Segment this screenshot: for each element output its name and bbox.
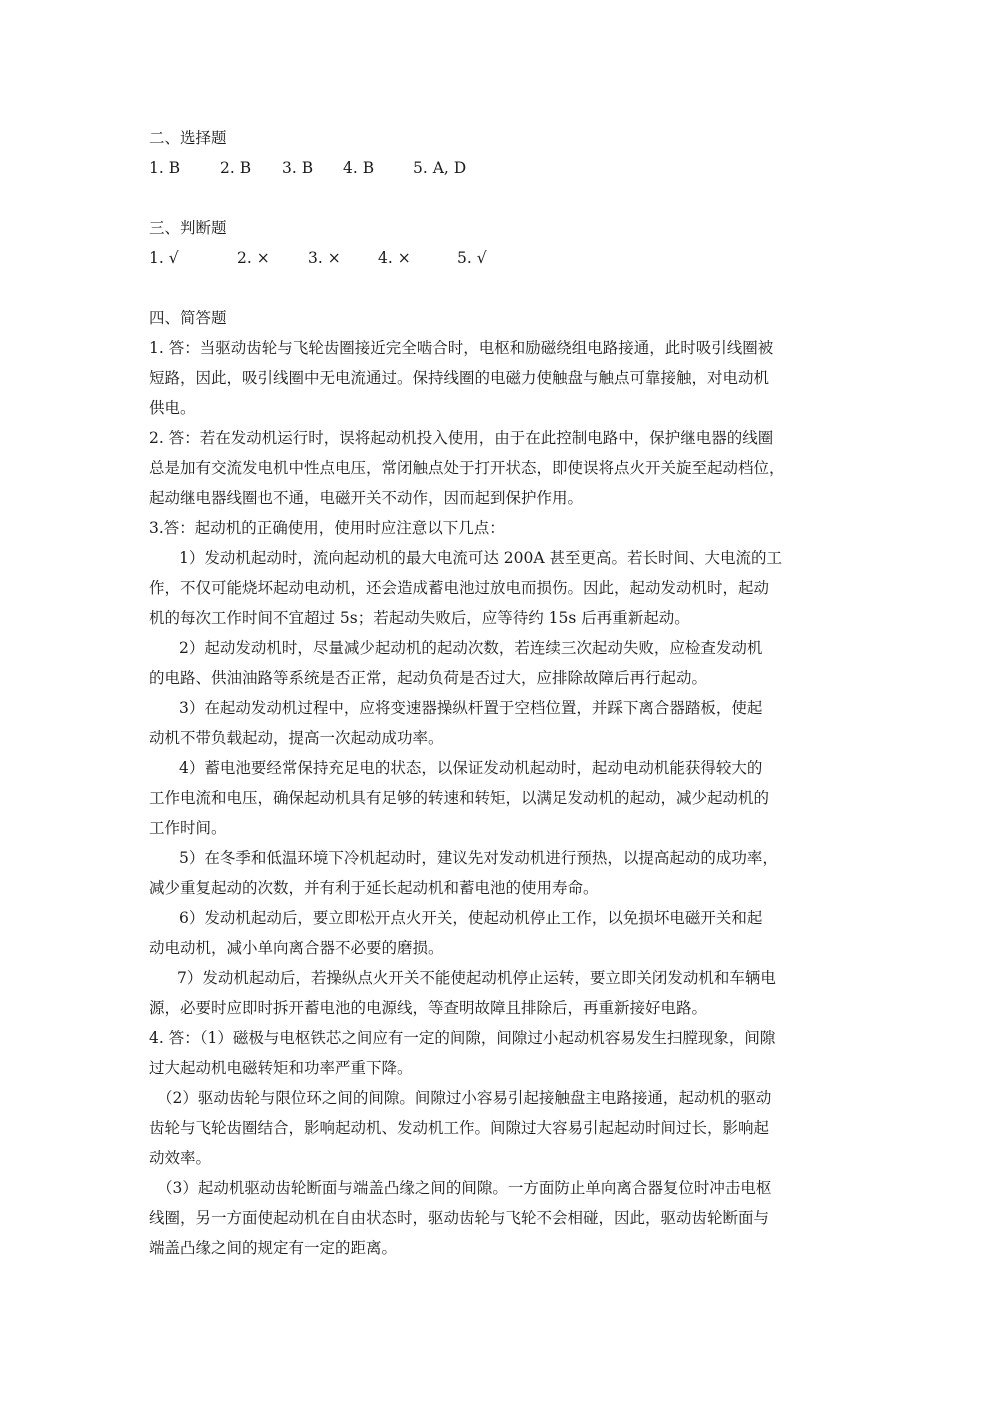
q4-line: （2）驱动齿轮与限位环之间的间隙。间隙过小容易引起接触盘主电路接通，起动机的驱动 — [157, 1089, 772, 1107]
q3-item-line: 3）在起动发动机过程中，应将变速器操纵杆置于空档位置，并踩下离合器踏板，使起 — [179, 699, 763, 717]
q3-item-line: 作，不仅可能烧坏起动电动机，还会造成蓄电池过放电而损伤。因此，起动发动机时，起动 — [149, 579, 770, 597]
q4-line: 齿轮与飞轮齿圈结合，影响起动机、发动机工作。间隙过大容易引起起动时间过长，影响起 — [149, 1119, 770, 1137]
q3-item-line: 6）发动机起动后，要立即松开点火开关，使起动机停止工作，以免损坏电磁开关和起 — [179, 909, 763, 927]
q4-line: 过大起动机电磁转矩和功率严重下降。 — [149, 1059, 413, 1077]
judge-section-title: 三、判断题 — [149, 219, 227, 237]
q3-item-line: 7）发动机起动后，若操纵点火开关不能使起动机停止运转，要立即关闭发动机和车辆电 — [177, 969, 776, 987]
q3-item-line: 工作时间。 — [149, 819, 227, 837]
q2-line: 起动继电器线圈也不通，电磁开关不动作，因而起到保护作用。 — [149, 489, 584, 507]
q3-item-line: 5）在冬季和低温环境下冷机起动时，建议先对发动机进行预热，以提高起动的成功率， — [179, 849, 778, 867]
q3-item-line: 源，必要时应即时拆开蓄电池的电源线，等查明故障且排除后，再重新接好电路。 — [149, 999, 708, 1017]
choice-answer: 4. B — [343, 159, 375, 177]
q2-line: 2. 答：若在发动机运行时，误将起动机投入使用，由于在此控制电路中，保护继电器的线圈 — [149, 429, 774, 447]
short-section-title: 四、简答题 — [149, 309, 227, 327]
q4-line: （3）起动机驱动齿轮断面与端盖凸缘之间的间隙。一方面防止单向离合器复位时冲击电枢 — [157, 1179, 772, 1197]
q1-line: 供电。 — [149, 399, 196, 417]
judge-answer: 3. × — [308, 249, 341, 267]
choice-section-title: 二、选择题 — [149, 129, 227, 147]
judge-answer: 1. √ — [149, 249, 179, 267]
judge-answer: 2. × — [237, 249, 270, 267]
q3-item-line: 的电路、供油油路等系统是否正常，起动负荷是否过大，应排除故障后再行起动。 — [149, 669, 708, 687]
q1-line: 短路，因此，吸引线圈中无电流通过。保持线圈的电磁力使触盘与触点可靠接触，对电动机 — [149, 369, 770, 387]
choice-answer: 5. A, D — [413, 159, 467, 177]
q3-item-line: 减少重复起动的次数，并有利于延长起动机和蓄电池的使用寿命。 — [149, 879, 599, 897]
judge-answer: 4. × — [378, 249, 411, 267]
choice-answer: 1. B — [149, 159, 181, 177]
q1-line: 1. 答：当驱动齿轮与飞轮齿圈接近完全啮合时，电枢和励磁绕组电路接通，此时吸引线圈被 — [149, 339, 774, 357]
choice-answer: 3. B — [282, 159, 314, 177]
q3-item-line: 1）发动机起动时，流向起动机的最大电流可达 200A 甚至更高。若长时间、大电流的工 — [179, 549, 782, 567]
q2-line: 总是加有交流发电机中性点电压，常闭触点处于打开状态，即使误将点火开关旋至起动档位， — [149, 459, 785, 477]
q3-item-line: 动电动机，减小单向离合器不必要的磨损。 — [149, 939, 444, 957]
judge-answer: 5. √ — [457, 249, 487, 267]
q3-item-line: 动机不带负载起动，提高一次起动成功率。 — [149, 729, 444, 747]
q3-intro: 3.答：起动机的正确使用，使用时应注意以下几点： — [149, 519, 505, 537]
q3-item-line: 机的每次工作时间不宜超过 5s；若起动失败后，应等待约 15s 后再重新起动。 — [149, 609, 690, 627]
choice-answer: 2. B — [220, 159, 252, 177]
q4-line: 4. 答：（1）磁极与电枢铁芯之间应有一定的间隙，间隙过小起动机容易发生扫膛现象，间隙 — [149, 1029, 776, 1047]
q4-line: 动效率。 — [149, 1149, 212, 1167]
q3-item-line: 2）起动发动机时，尽量减少起动机的起动次数，若连续三次起动失败，应检查发动机 — [179, 639, 763, 657]
q4-line: 端盖凸缘之间的规定有一定的距离。 — [149, 1239, 398, 1257]
q3-item-line: 4）蓄电池要经常保持充足电的状态，以保证发动机起动时，起动电动机能获得较大的 — [179, 759, 763, 777]
q4-line: 线圈，另一方面使起动机在自由状态时，驱动齿轮与飞轮不会相碰，因此，驱动齿轮断面与 — [149, 1209, 770, 1227]
q3-item-line: 工作电流和电压，确保起动机具有足够的转速和转矩，以满足发动机的起动，减少起动机的 — [149, 789, 770, 807]
